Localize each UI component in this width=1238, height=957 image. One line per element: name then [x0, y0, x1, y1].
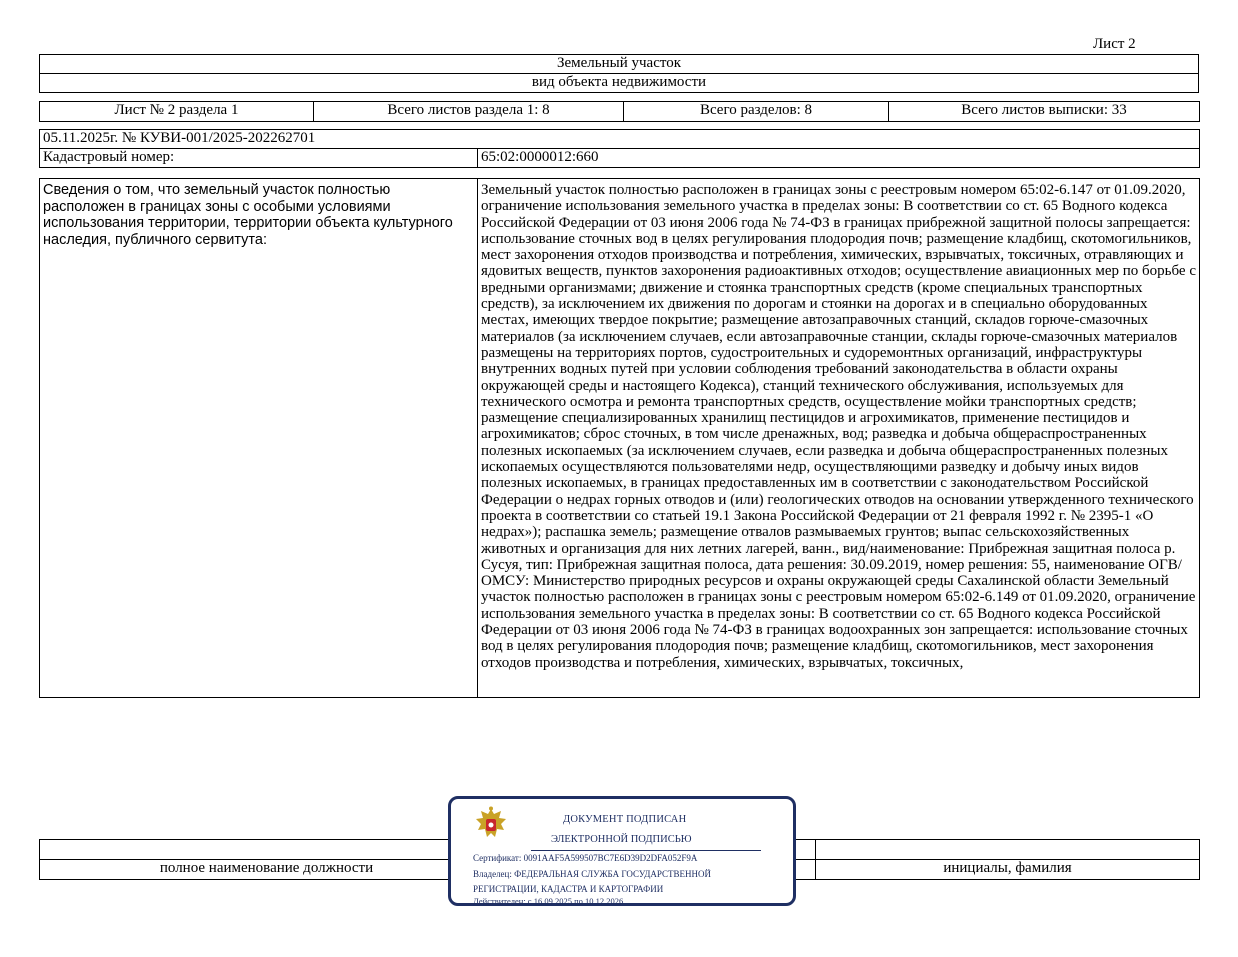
cadastral-number-value: 65:02:0000012:660 — [478, 149, 1200, 168]
sheet-number: Лист № 2 раздела 1 — [40, 102, 314, 122]
sheet-label: Лист 2 — [1093, 36, 1136, 52]
object-type: Земельный участок — [40, 55, 1199, 74]
zone-info-table — [39, 178, 1200, 698]
zone-info-text: Земельный участок полностью расположен в границах зоны с реестровым номером 65:02-6.147 от 01.09.2020, ограничение использования земельного участка в пределах зоны: В соответствии со ст. 65 Водного кодекса Российской Федерации от 03 июня 2006 года № 74-ФЗ в границах прибрежной защитной полосы запрещается: использование сточных вод в целях регулирования плодородия почв; размещение кладбищ, скотомогильников, мест захоронения отходов производства и потребления, химических, взрывчатых, токсичных, отравляющих и ядовитых веществ, пунктов захоронения радиоактивных отходов; осуществление авиационных мер по борьбе с вредными организмами; движение и стоянка транспортных средств (кроме специальных транспортных средств), за исключением их движения по дорогам и стоянки на дорогах и в специально оборудованных местах, имеющих твердое покрытие; размещение автозаправочных станций, складов горюче-смазочных материалов (за исключением случаев, если автозаправочные станции, склады горюче-смазочных материалов размещены на территориях портов, судостроительных и судоремонтных организаций, инфраструктуры внутренних водных путей при условии соблюдения требований законодательства в области охраны окружающей среды и настоящего Кодекса), станций технического обслуживания, используемых для технического осмотра и ремонта транспортных средств, осуществление мойки транспортных средств; размещение специализированных хранилищ пестицидов и агрохимикатов, применение пестицидов и агрохимикатов; сброс сточных, в том числе дренажных, вод; разведка и добыча общераспространенных полезных ископаемых (за исключением случаев, если разведка и добыча общераспространенных полезных ископаемых осуществляются пользователями недр, осуществляющими разведку и добычу иных видов полезных ископаемых, в границах предоставленных им в соответствии с законодательством Российской Федерации о недрах горных отводов и (или) геологических отводов на основании утвержденного технического проекта в соответствии со статьей 19.1 Закона Российской Федерации от 21 февраля 1992 г. № 2395-1 «О недрах»); распашка земель; размещение отвалов размываемых грунтов; выпас сельскохозяйственных животных и организация для них летних лагерей, ванн., вид/наименование: Прибрежная защитная полоса р. Сусуя, тип: Прибрежная защитная полоса, дата решения: 30.09.2019, номер решения: 55, наименование ОГВ/ОМСУ: Министерство природных ресурсов и охраны окружающей среды Сахалинской области Земельный участок полностью расположен в границах зоны с реестровым номером 65:02-6.149 от 01.09.2020, ограничение использования земельного участка в пределах зоны: В соответствии со ст. 65 Водного кодекса Российской Федерации от 03 июня 2006 года № 74-ФЗ в границах водоохранных зон запрещается: использование сточных вод в целях регулирования плодородия почв; размещение кладбищ, скотомогильников, мест захоронения отходов производства и потребления, химических, взрывчатых, токсичных, — [478, 179, 1200, 698]
stamp-title-line1: ДОКУМЕНТ ПОДПИСАН — [563, 814, 687, 825]
stamp-certificate: Сертификат: 0091AAF5A599507BC7E6D39D2DFA052F9A — [473, 853, 698, 863]
record-table — [39, 129, 1200, 168]
section-info-table — [39, 101, 1200, 122]
position-caption: полное наименование должности — [40, 860, 494, 880]
object-type-table — [39, 54, 1199, 93]
object-type-caption: вид объекта недвижимости — [40, 74, 1199, 93]
total-sheets-section: Всего листов раздела 1: 8 — [314, 102, 624, 122]
record-date-number: 05.11.2025г. № КУВИ-001/2025-202262701 — [40, 130, 1200, 149]
coat-of-arms-icon — [471, 805, 511, 845]
name-blank — [816, 840, 1200, 860]
stamp-owner-line2: РЕГИСТРАЦИИ, КАДАСТРА И КАРТОГРАФИИ — [473, 884, 664, 894]
total-sections: Всего разделов: 8 — [624, 102, 889, 122]
stamp-validity: Действителен: с 16.09.2025 по 10.12.2026 — [473, 896, 624, 906]
stamp-title-line2: ЭЛЕКТРОННОЙ ПОДПИСЬЮ — [551, 834, 692, 845]
name-caption: инициалы, фамилия — [816, 860, 1200, 880]
electronic-signature-stamp — [448, 796, 796, 906]
stamp-divider — [531, 850, 761, 851]
position-blank — [40, 840, 494, 860]
total-sheets-extract: Всего листов выписки: 33 — [889, 102, 1200, 122]
zone-info-label: Сведения о том, что земельный участок полностью расположен в границах зоны с особыми условиями использования территории, территории объекта культурного наследия, публичного сервитута: — [40, 179, 478, 698]
cadastral-number-label: Кадастровый номер: — [40, 149, 478, 168]
stamp-owner-line1: Владелец: ФЕДЕРАЛЬНАЯ СЛУЖБА ГОСУДАРСТВЕННОЙ — [473, 869, 712, 879]
